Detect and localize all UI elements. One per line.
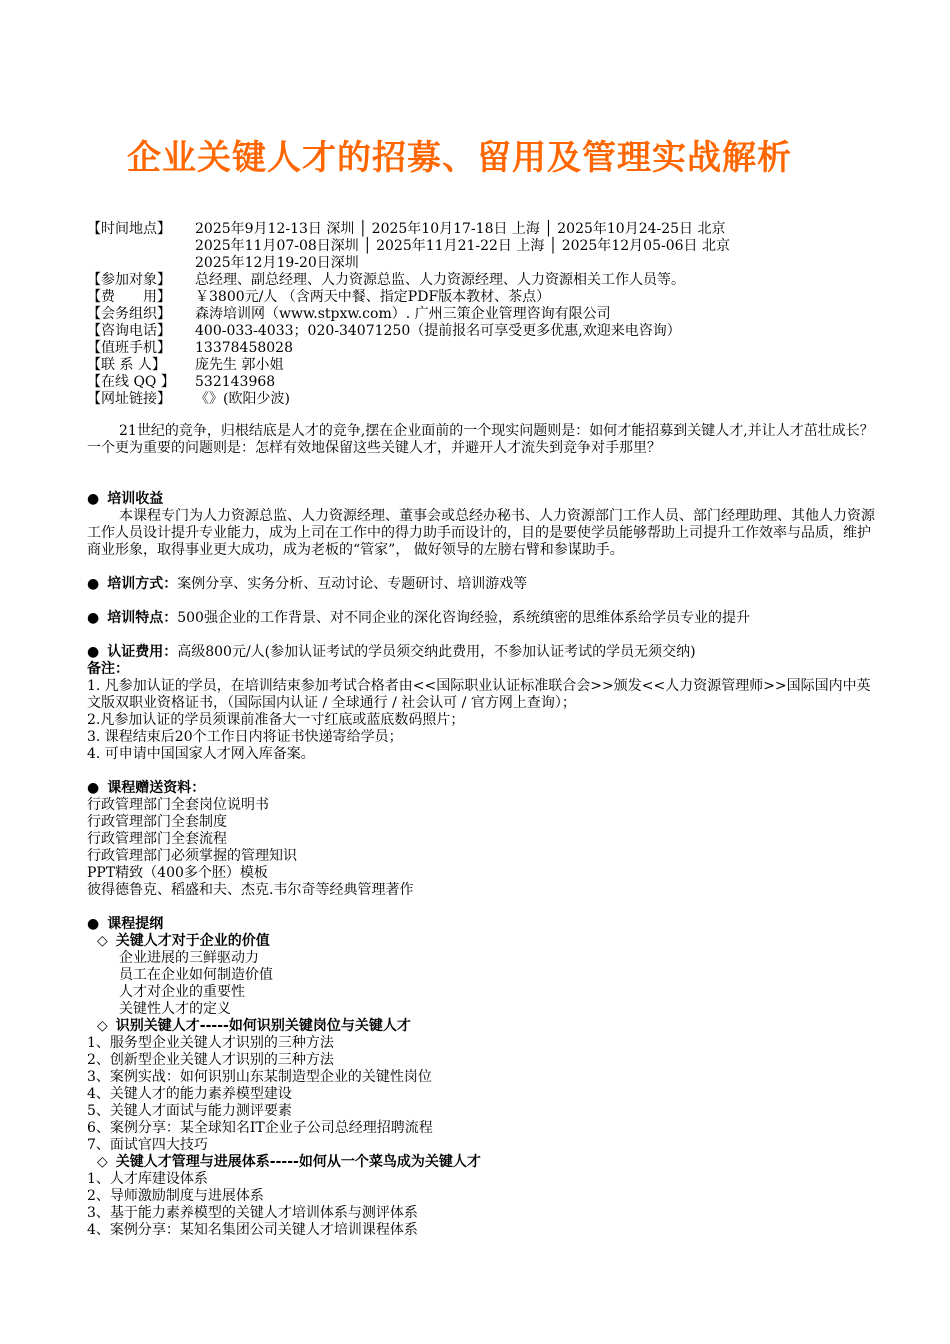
info-label: 【值班手机】 bbox=[87, 340, 171, 356]
info-row-phone bbox=[87, 323, 887, 340]
info-row-audience bbox=[87, 272, 887, 289]
info-row-link bbox=[87, 391, 887, 408]
schedule-line: 2025年12月19-20日深圳 bbox=[195, 255, 359, 271]
bullet-icon: ● bbox=[87, 491, 100, 507]
outline-heading: ● 课程提纲 bbox=[87, 916, 164, 932]
note-item: 2.凡参加认证的学员须课前准备大一寸红底或蓝底数码照片； bbox=[87, 712, 465, 728]
page-title: 企业关键人才的招募、留用及管理实战解析 bbox=[127, 138, 792, 178]
gift-item: 行政管理部门全套制度 bbox=[87, 814, 227, 830]
note-item: 3. 课程结束后20个工作日内将证书快递寄给学员； bbox=[87, 729, 403, 745]
outline-item: 2、创新型企业关键人才识别的三种方法 bbox=[87, 1052, 334, 1068]
benefit-heading: ● 培训收益 bbox=[87, 491, 164, 507]
gift-item: 彼得德鲁克、稻盛和夫、杰克.韦尔奇等经典管理著作 bbox=[87, 882, 414, 898]
bullet-icon: ● bbox=[87, 780, 100, 796]
method-line: ● 培训方式：案例分享、实务分析、互动讨论、专题研讨、培训游戏等 bbox=[87, 576, 528, 592]
info-row-fee bbox=[87, 289, 887, 306]
info-row-qq bbox=[87, 374, 887, 391]
outline-item: 企业进展的三鲜驱动力 bbox=[119, 950, 259, 966]
course-info bbox=[87, 221, 887, 408]
cert-text: 高级800元/人(参加认证考试的学员须交纳此费用，不参加认证考试的学员无须交纳) bbox=[177, 644, 696, 660]
outline-item: 5、关键人才面试与能力测评要素 bbox=[87, 1103, 292, 1119]
outline-item: 3、案例实战：如何识别山东某制造型企业的关键性岗位 bbox=[87, 1069, 432, 1085]
outline-section-title: ◇ 识别关键人才-----如何识别关键岗位与关键人才 bbox=[97, 1018, 411, 1034]
method-text: 案例分享、实务分析、互动讨论、专题研讨、培训游戏等 bbox=[177, 576, 528, 592]
diamond-icon: ◇ bbox=[97, 1018, 108, 1034]
gift-item: 行政管理部门全套岗位说明书 bbox=[87, 797, 269, 813]
outline-item: 7、面试官四大技巧 bbox=[87, 1137, 208, 1153]
info-row-mobile bbox=[87, 340, 887, 357]
diamond-icon: ◇ bbox=[97, 1154, 108, 1170]
info-label: 【联 系 人】 bbox=[87, 357, 166, 373]
cert-line: ● 认证费用：高级800元/人(参加认证考试的学员须交纳此费用，不参加认证考试的学员无须交纳) bbox=[87, 644, 696, 660]
info-value: 庞先生 郭小姐 bbox=[195, 357, 284, 373]
info-label: 【咨询电话】 bbox=[87, 323, 171, 339]
info-value: 总经理、副总经理、人力资源总监、人力资源经理、人力资源相关工作人员等。 bbox=[195, 272, 685, 288]
gift-item: PPT精致（400多个胚）模板 bbox=[87, 865, 268, 881]
info-value: ￥3800元/人 （含两天中餐、指定PDF版本教材、茶点） bbox=[195, 289, 551, 305]
info-value: 森涛培训网（www.stpxw.com）. 广州三策企业管理咨询有限公司 bbox=[195, 306, 611, 322]
info-label: 【参加对象】 bbox=[87, 272, 171, 288]
info-value: 400-033-4033；020-34071250（提前报名可享受更多优惠,欢迎来电咨询） bbox=[195, 323, 681, 339]
feature-text: 500强企业的工作背景、对不同企业的深化咨询经验，系统缜密的思维体系给学员专业的提升 bbox=[177, 610, 750, 626]
diamond-icon: ◇ bbox=[97, 933, 108, 949]
bullet-icon: ● bbox=[87, 644, 100, 660]
bullet-icon: ● bbox=[87, 576, 100, 592]
outline-item: 3、基于能力素养模型的关键人才培训体系与测评体系 bbox=[87, 1205, 418, 1221]
info-row-organizer bbox=[87, 306, 887, 323]
benefit-paragraph: 本课程专门为人力资源总监、人力资源经理、董事会或总经办秘书、人力资源部门工作人员、部门经理助理、其他人力资源工作人员设计提升专业能力，成为上司在工作中的得力助手而设计的，目的是要使学员能够帮助上司提升工作效率与品质，维护商业形象，取得事业更大成功，成为老板的“管家”， 做好领导的左膀右臂和参谋助手。 bbox=[87, 508, 875, 558]
outline-item: 1、服务型企业关键人才识别的三种方法 bbox=[87, 1035, 334, 1051]
info-row-contact bbox=[87, 357, 887, 374]
schedule-line: 2025年11月07-08日深圳 │ 2025年11月21-22日 上海 │ 2025年12月05-06日 北京 bbox=[195, 238, 730, 254]
outline-item: 4、关键人才的能力素养模型建设 bbox=[87, 1086, 292, 1102]
gift-heading: ● 课程赠送资料： bbox=[87, 780, 206, 796]
bullet-icon: ● bbox=[87, 610, 100, 626]
note-item: 4. 可申请中国国家人才网入库备案。 bbox=[87, 746, 315, 762]
outline-section-title: ◇ 关键人才对于企业的价值 bbox=[97, 933, 270, 949]
outline-item: 4、案例分享：某知名集团公司关键人才培训课程体系 bbox=[87, 1222, 418, 1238]
schedule-row bbox=[87, 221, 887, 272]
feature-line: ● 培训特点：500强企业的工作背景、对不同企业的深化咨询经验，系统缜密的思维体系给学员专业的提升 bbox=[87, 610, 750, 626]
info-label: 【网址链接】 bbox=[87, 391, 171, 407]
outline-item: 关键性人才的定义 bbox=[119, 1001, 231, 1017]
gift-item: 行政管理部门必须掌握的管理知识 bbox=[87, 848, 297, 864]
course-body bbox=[87, 423, 877, 1239]
info-value: 《》(欧阳少波) bbox=[195, 391, 290, 407]
info-value: 13378458028 bbox=[195, 340, 293, 356]
outline-item: 2、导师激励制度与进展体系 bbox=[87, 1188, 264, 1204]
outline-item: 6、案例分享：某全球知名IT企业子公司总经理招聘流程 bbox=[87, 1120, 433, 1136]
gift-item: 行政管理部门全套流程 bbox=[87, 831, 227, 847]
info-value: 532143968 bbox=[195, 374, 276, 390]
intro-paragraph: 21世纪的竞争，归根结底是人才的竞争,摆在企业面前的一个现实问题则是：如何才能招募到关键人才,并让人才茁壮成长？一个更为重要的问题则是：怎样有效地保留这些关键人才，并避开人才流失到竞争对手那里？ bbox=[87, 423, 874, 456]
outline-section-title: ◇ 关键人才管理与进展体系-----如何从一个菜鸟成为关键人才 bbox=[97, 1154, 481, 1170]
info-label: 【会务组织】 bbox=[87, 306, 171, 322]
note-item: 1. 凡参加认证的学员，在培训结束参加考试合格者由<<国际职业认证标准联合会>>颁发<<人力资源管理师>>国际国内中英文版双职业资格证书，（国际国内认证 / 全球通行 / 社会认可 / 官方网上查询）； bbox=[87, 678, 871, 711]
schedule-list bbox=[195, 221, 887, 272]
info-label: 【时间地点】 bbox=[87, 221, 171, 237]
bullet-icon: ● bbox=[87, 916, 100, 932]
info-label: 【费 用】 bbox=[87, 289, 171, 305]
note-heading: 备注： bbox=[87, 661, 129, 677]
outline-item: 员工在企业如何制造价值 bbox=[119, 967, 273, 983]
outline-item: 1、人才库建设体系 bbox=[87, 1171, 208, 1187]
outline-item: 人才对企业的重要性 bbox=[119, 984, 245, 1000]
info-label: 【在线 QQ 】 bbox=[87, 374, 175, 390]
schedule-line: 2025年9月12-13日 深圳 │ 2025年10月17-18日 上海 │ 2025年10月24-25日 北京 bbox=[195, 221, 726, 237]
